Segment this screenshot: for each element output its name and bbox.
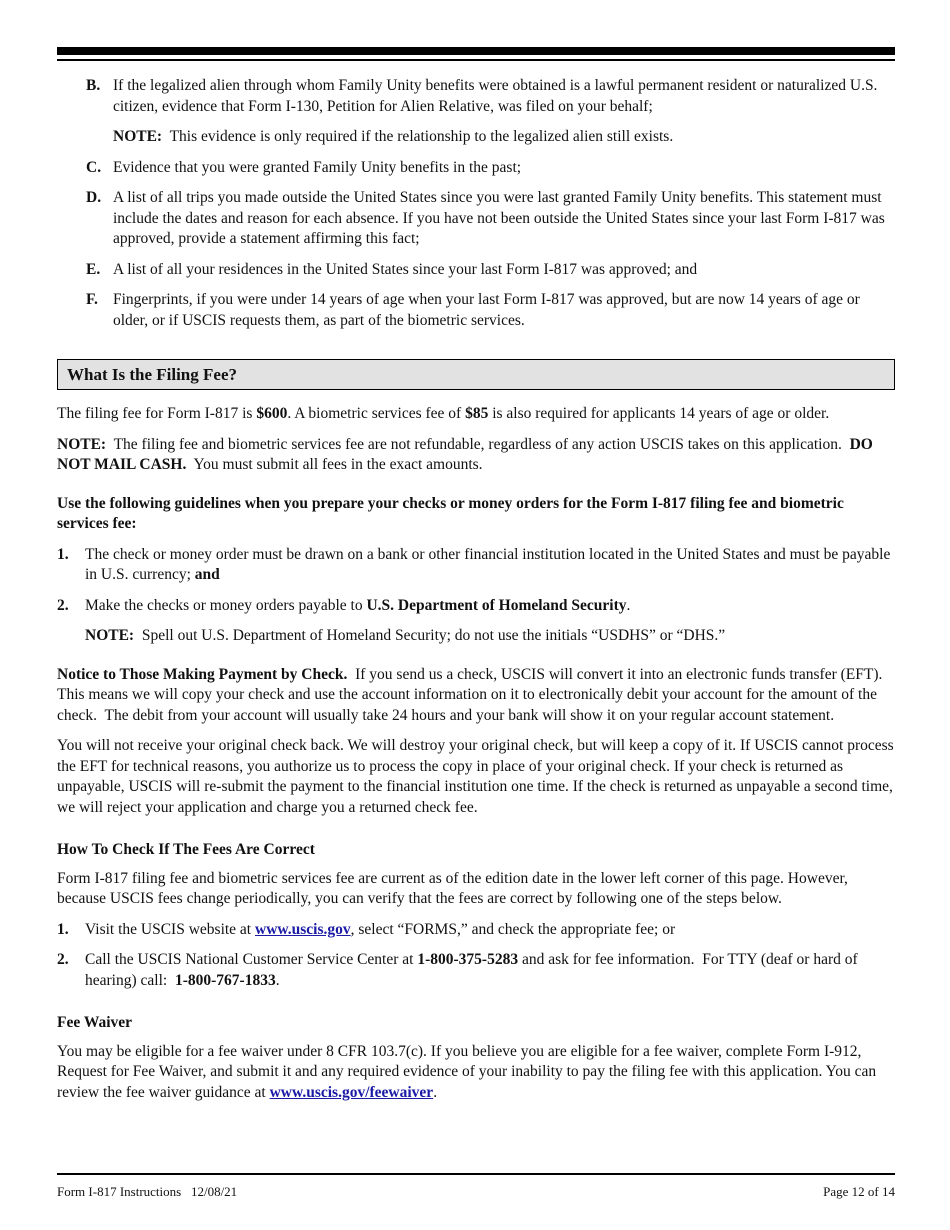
- item-text: Visit the USCIS website at: [85, 920, 255, 938]
- fee-waiver-paragraph: [57, 1042, 895, 1104]
- fee-waiver-link[interactable]: www.uscis.gov/feewaiver: [269, 1083, 434, 1101]
- item-text: and ask for fee information. For TTY (deaf or hard of hearing) call:: [85, 951, 862, 989]
- fee-waiver-heading: Fee Waiver: [57, 1014, 133, 1031]
- note-label: NOTE:: [113, 128, 163, 145]
- phone-number: 1-800-375-5283: [417, 951, 519, 968]
- item-text: Evidence that you were granted Family Unity benefits in the past;: [113, 158, 522, 176]
- list-item-c: [57, 158, 895, 179]
- item-text-bold: and: [194, 566, 220, 583]
- header-thin-rule: [57, 59, 895, 61]
- item-text: , select “FORMS,” and check the appropriate fee; or: [350, 920, 676, 938]
- item-label: E.: [86, 260, 101, 278]
- item-text: A list of all your residences in the United States since your last Form I-817 was approved; and: [113, 260, 698, 278]
- item-text: .: [626, 596, 631, 614]
- text-run: The filing fee for Form I-817 is: [57, 405, 257, 422]
- refund-note: [57, 435, 895, 476]
- item-b-note: [57, 127, 895, 148]
- item-label: 1.: [57, 920, 69, 938]
- note-label: NOTE:: [85, 627, 135, 644]
- filing-fee-paragraph: [57, 404, 895, 425]
- notice-text: If you send us a check, USCIS will convert it into an electronic funds transfer (EFT). This means we will copy your check and use the account information on it to electronically debit your account for the amount of the check. The debit from your account will usually take 24 hours and your bank will show it on your regular account statement.: [57, 665, 890, 724]
- text-run: is also required for applicants 14 years of age or older.: [488, 405, 830, 422]
- item-text: Fingerprints, if you were under 14 years of age when your last Form I-817 was approved, but are now 14 years of age or older, or if USCIS requests them, as part of the biometric services.: [113, 291, 860, 329]
- item-label: 1.: [57, 545, 69, 563]
- text-run: The filing fee and biometric services fee are not refundable, regardless of any action USCIS takes on this application.: [106, 435, 850, 453]
- item-text: The check or money order must be drawn on a bank or other financial institution located in the United States and must be payable in U.S. currency;: [85, 545, 891, 583]
- check-fees-step-1: [57, 920, 895, 941]
- filing-fee-section-header: What Is the Filing Fee?: [57, 359, 895, 390]
- check-fees-intro: Form I-817 filing fee and biometric services fee are current as of the edition date in the lower left corner of this page. However, because USCIS fees change periodically, you can verify that the fees are correct by following one of the steps below.: [57, 869, 848, 907]
- list-item-b: [57, 76, 895, 117]
- item-label: C.: [86, 158, 102, 176]
- text-run: .: [433, 1083, 438, 1101]
- list-item-e: [57, 260, 895, 281]
- notice-label: Notice to Those Making Payment by Check.: [57, 665, 348, 683]
- note-label: NOTE:: [57, 435, 107, 453]
- guideline-item-1: [57, 545, 895, 586]
- text-run: You may be eligible for a fee waiver under 8 CFR 103.7(c). If you believe you are eligible for a fee waiver, complete Form I-912, Request for Fee Waiver, and submit it and any required evidence of your inability to pay the filing fee with this application. You can review the fee waiver guidance at: [57, 1042, 877, 1101]
- payment-guidelines-heading: Use the following guidelines when you prepare your checks or money orders for the Form I-817 filing fee and biometric services fee:: [57, 494, 844, 532]
- uscis-website-link[interactable]: www.uscis.gov: [255, 920, 351, 938]
- filing-fee-amount: $600: [256, 405, 288, 422]
- tty-number: 1-800-767-1833: [174, 971, 276, 989]
- header-thick-rule: [57, 47, 895, 55]
- footer-form-edition: Form I-817 Instructions 12/08/21: [57, 1184, 238, 1199]
- list-item-d: [57, 188, 895, 250]
- page-content: [57, 76, 895, 1113]
- list-item-f: [57, 290, 895, 331]
- payee-name: U.S. Department of Homeland Security: [366, 596, 627, 614]
- text-run: . A biometric services fee of: [287, 405, 466, 422]
- footer-rule: [57, 1173, 895, 1175]
- item-text: A list of all trips you made outside the United States since you were last granted Family Unity benefits. This statement must include the dates and reason for each absence. If you have not been outside the United States since your last Form I-817 was approved, provide a statement affirming this fact;: [113, 189, 885, 247]
- item-label: 2.: [57, 951, 69, 968]
- item-text: Call the USCIS National Customer Service Center at: [85, 951, 418, 968]
- note-text: This evidence is only required if the relationship to the legalized alien still exists.: [169, 128, 674, 145]
- no-cash-warning: DO NOT MAIL CASH.: [57, 435, 873, 473]
- item-label: 2.: [57, 596, 69, 614]
- check-return-paragraph: You will not receive your original check back. We will destroy your original check, but will keep a copy of it. If USCIS cannot process the EFT for technical reasons, you authorize us to process the copy in place of your original check. If your check is returned as unpayable, USCIS will re-submit the payment to the financial institution one time. If the check is returned as unpayable a second time, we will reject your application and charge you a returned check fee.: [57, 737, 894, 816]
- footer-page-number: Page 12 of 14: [823, 1184, 895, 1199]
- note-text: Spell out U.S. Department of Homeland Security; do not use the initials “USDHS” or “DHS.”: [134, 627, 726, 644]
- check-fees-step-2: [57, 950, 895, 991]
- item-text: .: [275, 971, 280, 989]
- item-text: Make the checks or money orders payable to: [85, 596, 367, 614]
- item-label: F.: [86, 291, 98, 308]
- check-payment-notice: [57, 665, 895, 727]
- biometric-fee-amount: $85: [465, 405, 489, 422]
- item-label: D.: [86, 189, 102, 206]
- text-run: You must submit all fees in the exact amounts.: [186, 456, 483, 473]
- item-label: B.: [86, 77, 101, 94]
- check-fees-heading: How To Check If The Fees Are Correct: [57, 841, 315, 858]
- guideline-item-2: [57, 596, 895, 617]
- guideline-note: [57, 626, 895, 647]
- item-text: If the legalized alien through whom Family Unity benefits were obtained is a lawful permanent resident or naturalized U.S. citizen, evidence that Form I-130, Petition for Alien Relative, was filed on your behalf;: [113, 77, 878, 115]
